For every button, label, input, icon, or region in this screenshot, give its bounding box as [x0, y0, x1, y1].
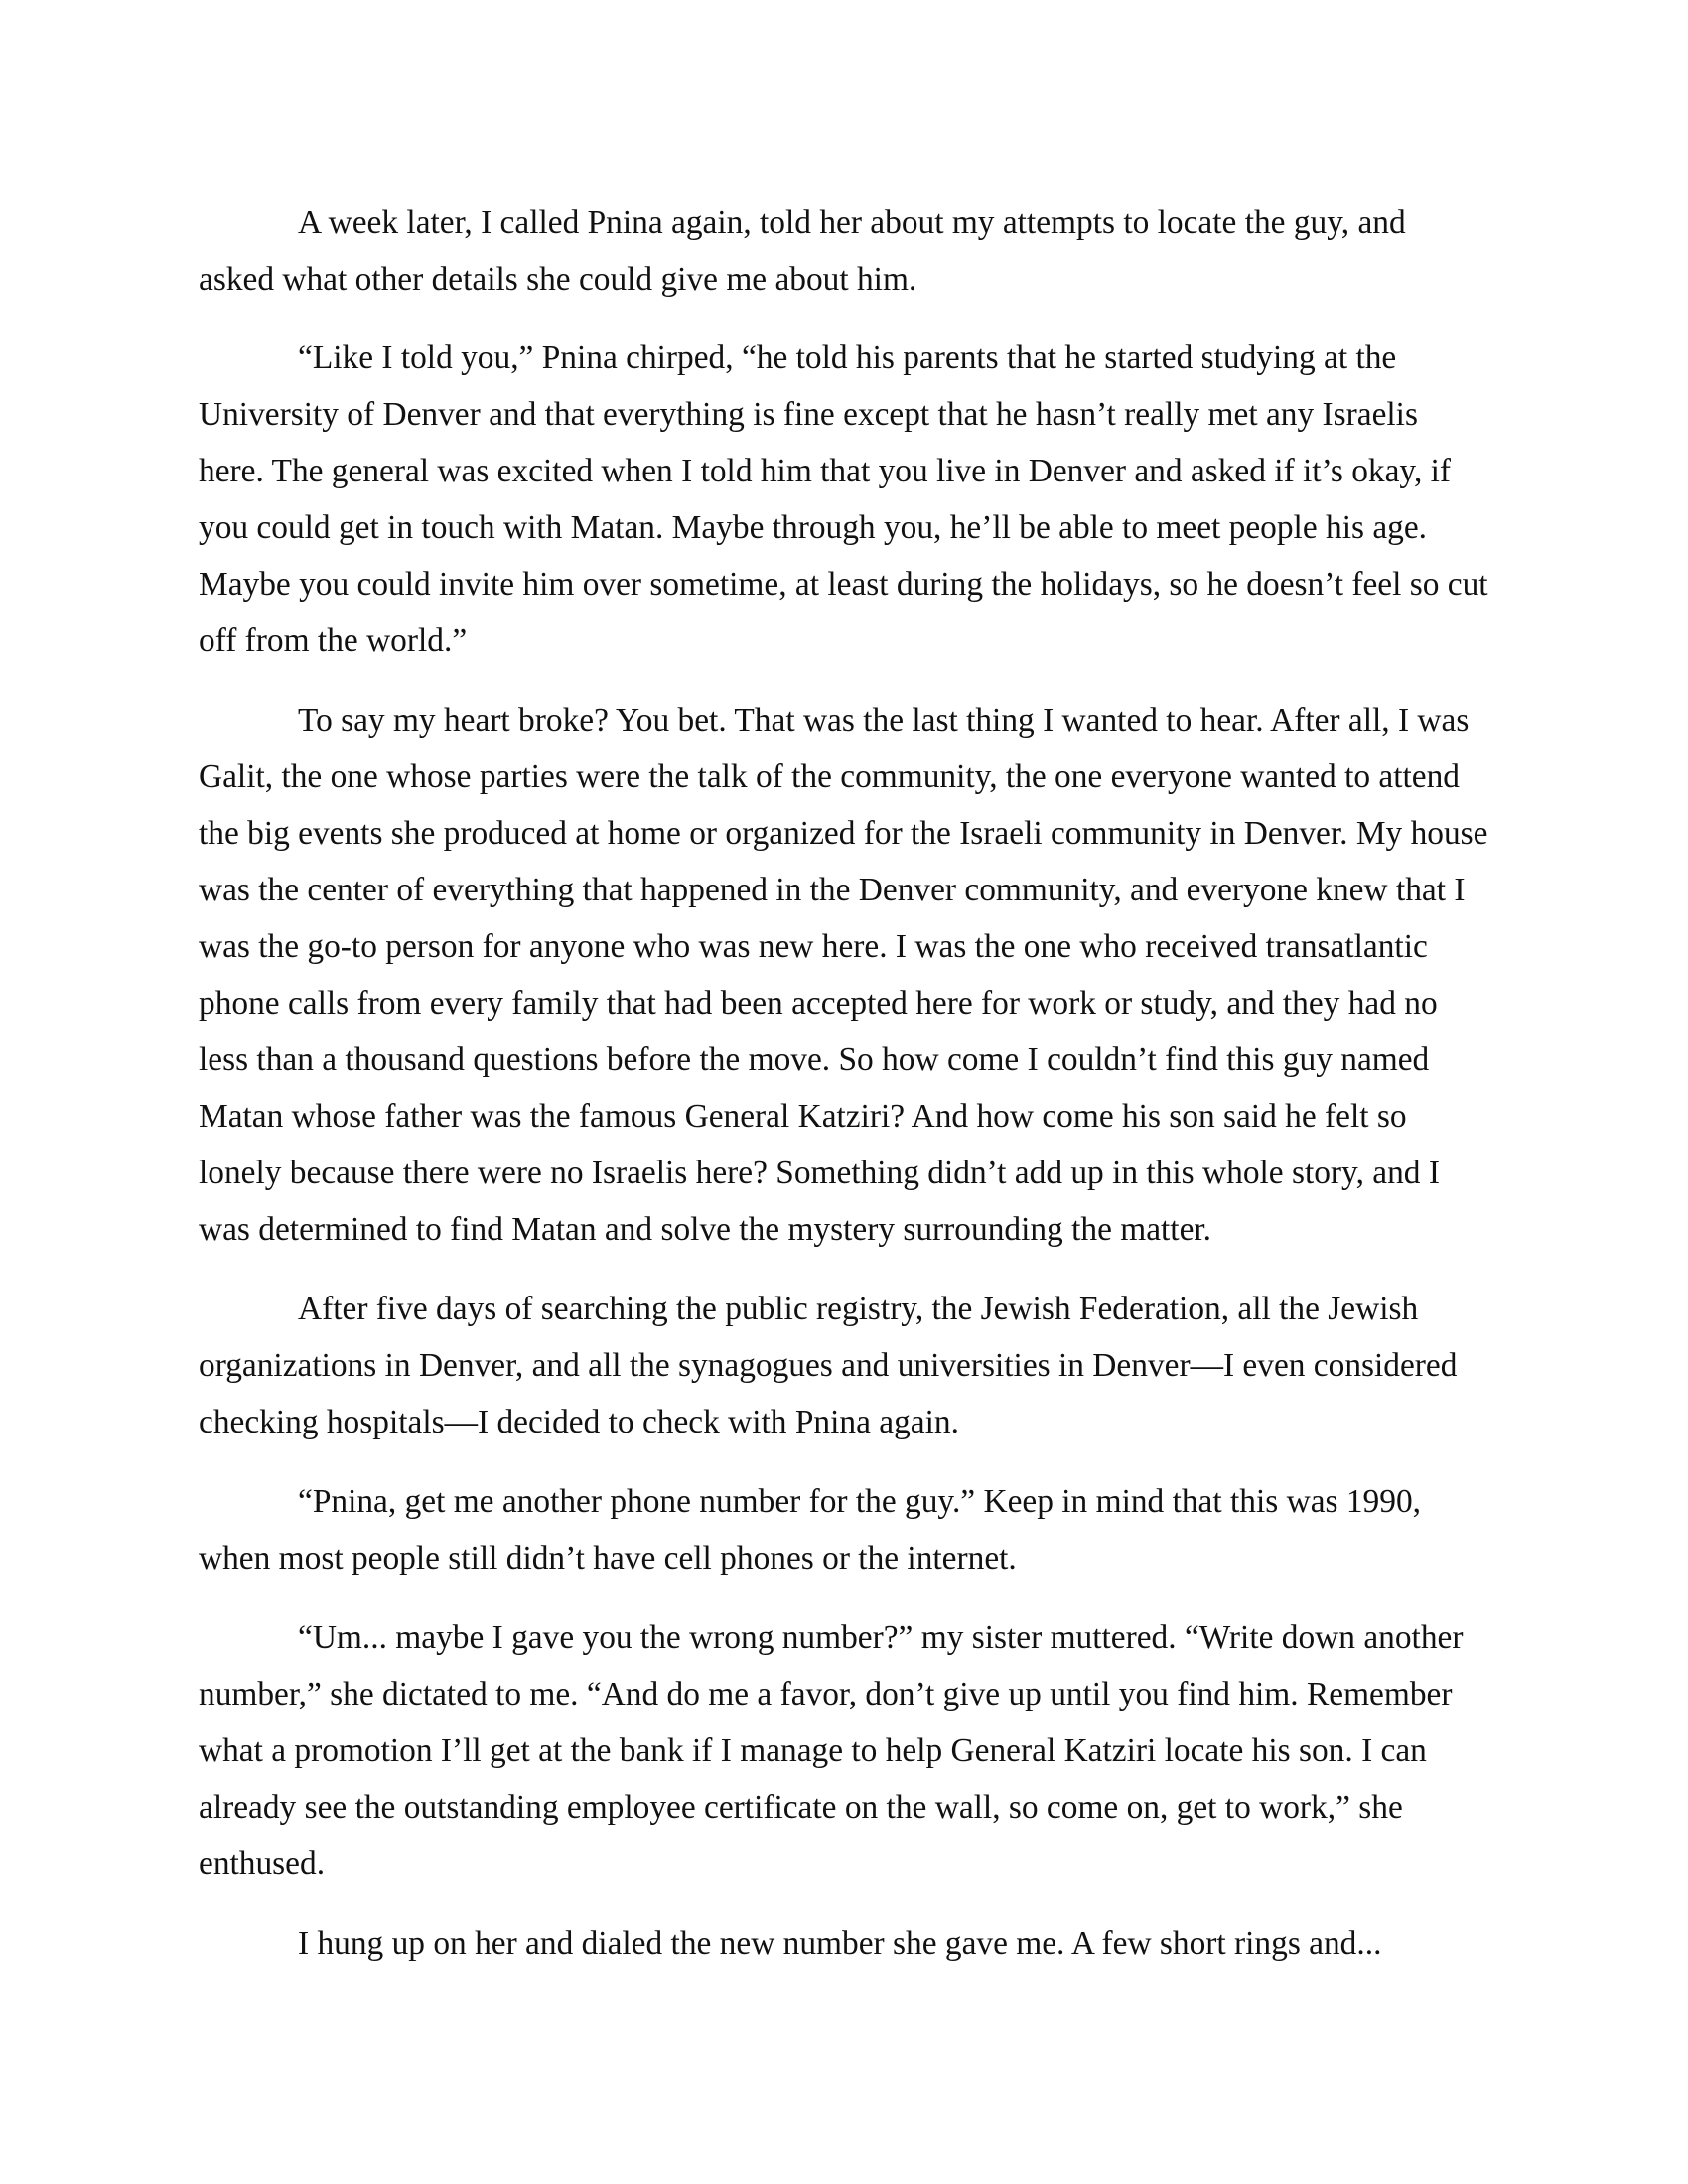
paragraph-line: Maybe you could invite him over sometime, at least during the holidays, so he doesn’t feel so cut — [199, 566, 1488, 603]
paragraph-line: was the go-to person for anyone who was new here. I was the one who received transatlantic — [199, 928, 1428, 965]
paragraph-line: was determined to find Matan and solve the mystery surrounding the matter. — [199, 1211, 1212, 1248]
paragraph-line: you could get in touch with Matan. Maybe through you, he’ll be able to meet people his age. — [199, 509, 1428, 546]
paragraph-line: Matan whose father was the famous General Katziri? And how come his son said he felt so — [199, 1098, 1407, 1135]
paragraph-line: here. The general was excited when I told him that you live in Denver and asked if it’s okay, if — [199, 453, 1452, 489]
paragraph-line: “Like I told you,” Pnina chirped, “he told his parents that he started studying at the — [298, 340, 1397, 376]
paragraph-line: what a promotion I’ll get at the bank if I manage to help General Katziri locate his son. I can — [199, 1732, 1427, 1769]
paragraph-line: After five days of searching the public registry, the Jewish Federation, all the Jewish — [298, 1291, 1419, 1327]
paragraph-line: enthused. — [199, 1845, 326, 1882]
paragraph-line: “Um... maybe I gave you the wrong number?” my sister muttered. “Write down another — [298, 1619, 1464, 1656]
paragraph-line: A week later, I called Pnina again, told her about my attempts to locate the guy, and — [298, 205, 1406, 241]
paragraph-line: To say my heart broke? You bet. That was the last thing I wanted to hear. After all, I was — [298, 702, 1470, 739]
paragraph-line: when most people still didn’t have cell phones or the internet. — [199, 1540, 1017, 1576]
paragraph-line: University of Denver and that everything is fine except that he hasn’t really met any Israelis — [199, 396, 1418, 433]
paragraph-line: “Pnina, get me another phone number for the guy.” Keep in mind that this was 1990, — [298, 1483, 1421, 1520]
paragraph-line: number,” she dictated to me. “And do me a favor, don’t give up until you find him. Remember — [199, 1676, 1453, 1712]
paragraph-line: was the center of everything that happened in the Denver community, and everyone knew that I — [199, 872, 1466, 908]
paragraph-line: lonely because there were no Israelis here? Something didn’t add up in this whole story, and I — [199, 1155, 1440, 1191]
paragraph-line: checking hospitals—I decided to check with Pnina again. — [199, 1404, 959, 1440]
paragraph-line: off from the world.” — [199, 622, 468, 659]
paragraph-line: the big events she produced at home or organized for the Israeli community in Denver. My house — [199, 815, 1488, 852]
paragraph-line: phone calls from every family that had been accepted here for work or study, and they had no — [199, 985, 1438, 1022]
paragraph-line: organizations in Denver, and all the synagogues and universities in Denver—I even considered — [199, 1347, 1458, 1384]
paragraph-line: Galit, the one whose parties were the talk of the community, the one everyone wanted to attend — [199, 758, 1460, 795]
paragraph-line: already see the outstanding employee certificate on the wall, so come on, get to work,” she — [199, 1789, 1403, 1826]
paragraph-line: asked what other details she could give me about him. — [199, 261, 917, 298]
document-page — [199, 0, 1499, 2184]
paragraph-line: I hung up on her and dialed the new number she gave me. A few short rings and... — [298, 1925, 1382, 1962]
paragraph-line: less than a thousand questions before the move. So how come I couldn’t find this guy named — [199, 1041, 1430, 1078]
